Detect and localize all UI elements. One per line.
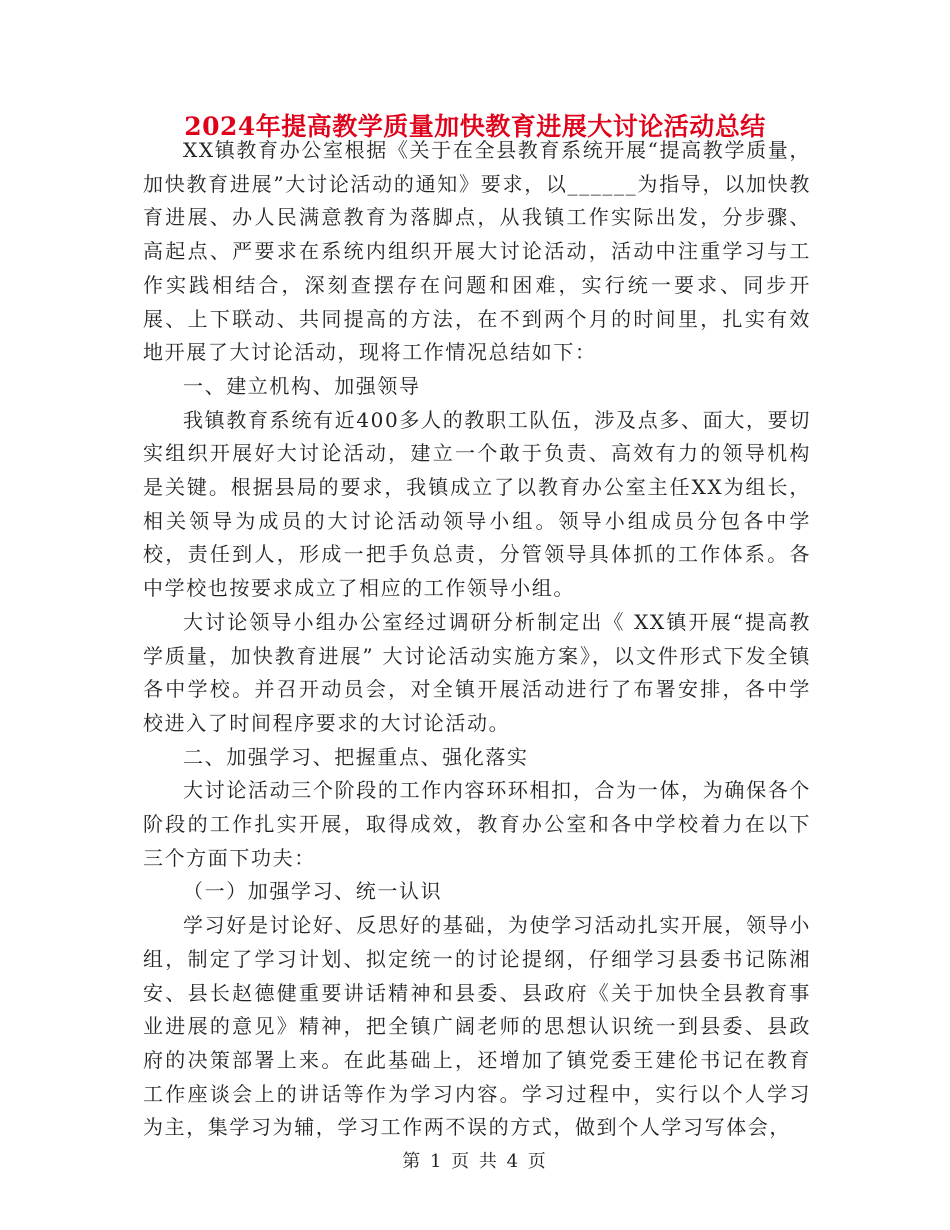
section-heading-1: 一、建立机构、加强领导 xyxy=(183,373,421,398)
section-heading-2: 二、加强学习、把握重点、强化落实 xyxy=(183,744,529,769)
intro-paragraph: XX镇教育办公室根据《关于在全县教育系统开展“提高教学质量，加快教育进展”大讨论活动的通知》要求，以______为指导，以加快教育进展、办人民满意教育为落脚点，从我镇工作实际出发，分步骤、高起点、严要求在系统内组织开展大讨论活动，活动中注重学习与工作实践相结合，深刻查摆存在问题和困难，实行统一要求、同步开展、上下联动、共同提高的方法，在不到两个月的时间里，扎实有效地开展了大讨论活动，现将工作情况总结如下： xyxy=(143,138,811,365)
subsection-heading-1: （一）加强学习、统一认识 xyxy=(183,879,443,904)
document-body xyxy=(143,134,811,1145)
body-paragraph: 我镇教育系统有近400多人的教职工队伍，涉及点多、面大，要切实组织开展好大讨论活动，建立一个敢于负责、高效有力的领导机构是关键。根据县局的要求，我镇成立了以教育办公室主任XX为组长，相关领导为成员的大讨论活动领导小组。领导小组成员分包各中学校，责任到人，形成一把手负总责，分管领导具体抓的工作体系。各中学校也按要求成立了相应的工作领导小组。 xyxy=(143,407,811,601)
body-paragraph: 大讨论领导小组办公室经过调研分析制定出《 XX镇开展“提高教学质量，加快教育进展” 大讨论活动实施方案》，以文件形式下发全镇各中学校。并召开动员会，对全镇开展活动进行了布署安排，各中学校进入了时间程序要求的大讨论活动。 xyxy=(143,609,812,735)
page-footer: 第 1 页 共 4 页 xyxy=(402,1151,548,1172)
body-paragraph: 学习好是讨论好、反思好的基础，为使学习活动扎实开展，领导小组，制定了学习计划、拟定统一的讨论提纲，仔细学习县委书记陈湘安、县长赵德健重要讲话精神和县委、县政府《关于加快全县教育事业进展的意见》精神，把全镇广阔老师的思想认识统一到县委、县政府的决策部署上来。在此基础上，还增加了镇党委王建伦书记在教育工作座谈会上的讲话等作为学习内容。学习过程中，实行以个人学习为主，集学习为辅，学习工作两不误的方式，做到个人学习写体会， xyxy=(143,913,811,1140)
document-title: 2024年提高教学质量加快教育进展大讨论活动总结 xyxy=(184,112,766,141)
body-paragraph: 大讨论活动三个阶段的工作内容环环相扣，合为一体，为确保各个阶段的工作扎实开展，取得成效，教育办公室和各中学校着力在以下三个方面下功夫： xyxy=(143,778,811,870)
